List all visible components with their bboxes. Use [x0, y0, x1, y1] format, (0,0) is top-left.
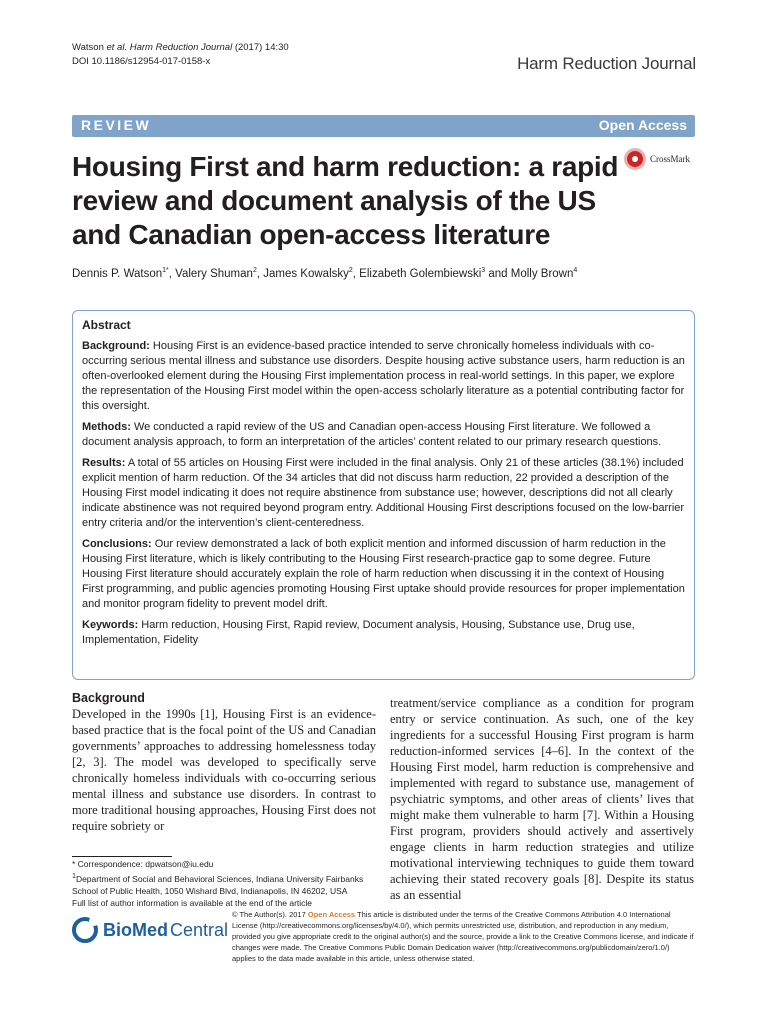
abstract-keywords: Keywords: Harm reduction, Housing First, Rapid review, Document analysis, Housing, Substance use, Drug use, Implementation, Fidelity: [82, 619, 635, 646]
biomed-central-logo: [72, 917, 228, 943]
author-info-note: Full list of author information is available at the end of the article: [72, 897, 313, 908]
body-paragraph: Developed in the 1990s [1], Housing First is an evidence-based practice that is the focal point of the US and Canadian governments’ approaches to addressing homelessness today [2, 3]. The model was developed to specifically serve chronically homeless individuals with co-occurring serious mental illness and substance use disorders. In contrast to more traditional housing approaches, Housing First does not require sobriety or: [72, 707, 376, 833]
author-name[interactable]: Elizabeth Golembiewski: [359, 267, 482, 280]
author-list: Dennis P. Watson$^{1*}$, Valery Shuman$^2$, James Kowalsky$^2$, Elizabeth Golembiewski$^3$ and Molly Brown$^4$: [72, 267, 578, 280]
footnotes: [72, 858, 376, 909]
article-type-label: REVIEW: [81, 117, 152, 133]
author-affiliation: 2: [348, 267, 353, 274]
citation-line: Watson et al. Harm Reduction Journal (2017) 14:30: [72, 42, 289, 53]
author-affiliation: 2: [252, 267, 257, 274]
biomed-wordmark: BioMed: [103, 919, 168, 940]
section-heading: Background: [72, 691, 145, 705]
body-paragraph: treatment/service compliance as a condition for program entry or service continuation. As such, one of the key ingredients for a successful Housing First program is harm reduction-informed services [4–6]. In the context of the Housing First model, harm reduction is comprehensive and implemented with regard to substance use, management of psychiatric symptoms, and other areas of clients’ lives that might make them vulnerable to harm [7]. Within a Housing First program, providers should actively and assertively engage clients in harm reduction strategies and utilize motivational interviewing techniques to guide them toward achieving their stated recovery goals [8]. Despite its status as an essential: [390, 696, 694, 902]
correspondence-note: * Correspondence: dpwatson@iu.edu: [72, 859, 214, 869]
body-column-left: [72, 690, 376, 834]
license-open-access: Open Access: [307, 910, 356, 919]
abstract-methods: Methods: We conducted a rapid review of the US and Canadian open-access Housing First literature. We followed a document analysis approach, to form an interpretation of the articles’ content related to our primary research questions.: [82, 421, 662, 448]
article-type-band: [72, 115, 695, 137]
abstract-heading: Abstract: [82, 318, 131, 332]
author-affiliation: 1*: [162, 267, 169, 274]
abstract-background: Background: Housing First is an evidence-based practice intended to serve chronically homeless individuals with co-occurring serious mental illness and substance use disorders. Despite housing active substance users, harm reduction is an often-overlooked element during the Housing First implementation process in real-world settings. In this paper, we explore the representation of the Housing First model within the open-access scholarly literature as a potential contributing factor for this oversight.: [82, 340, 685, 412]
doi-line[interactable]: DOI 10.1186/s12954-017-0158-x: [72, 56, 211, 67]
author-name[interactable]: Dennis P. Watson: [72, 267, 163, 280]
abstract-results: Results: A total of 55 articles on Housing First were included in the final analysis. Only 21 of these articles (38.1%) included explicit mention of harm reduction. Of the 34 articles that did not discuss harm reduction, 22 provided a description of the Housing First model indicating it does not require abstinence from substance use; however, descriptions did not all clearly indicate abstinence was not required beyond program entry. Additional Housing First descriptions focused on the low-barrier entry criteria and/or the intervention’s client-centeredness.: [82, 457, 685, 529]
license-statement: © The Author(s). 2017 Open Access This article is distributed under the terms of the Creative Commons Attribution 4.0 International License (http://creativecommons.org/licenses/by/4.0/), which permits unrestricted use, distribution, and reproduction in any medium, provided you give appropriate credit to the original author(s) and the source, provide a link to the Creative Commons license, and indicate if changes were made. The Creative Commons Public Domain Dedication waiver (http://creativecommons.org/publicdomain/zero/1.0/) applies to the data made available in this article, unless otherwise stated.: [232, 910, 694, 963]
author-name[interactable]: James Kowalsky: [263, 267, 349, 280]
abstract-conclusions: Conclusions: Our review demonstrated a lack of both explicit mention and informed discussion of harm reduction in the Housing First literature, which is likely contributing to the Housing First research-practice gap to some degree. Future Housing First literature should accurately explain the role of harm reduction when discussing it in the context of Housing First programming, and public agencies promoting Housing First uptake should provide resources for proper implementation and monitor program fidelity to prevent model drift.: [82, 538, 685, 610]
open-access-label: Open Access: [598, 117, 687, 133]
author-name[interactable]: Molly Brown: [510, 267, 574, 280]
affiliation-note: $^1$Department of Social and Behavioral Sciences, Indiana University Fairbanks School of Public Health, 1050 Wishard Blvd, Indianapolis, IN 46202, USA: [72, 872, 364, 896]
central-wordmark: Central: [170, 919, 229, 940]
abstract-box: [72, 310, 695, 680]
footnote-divider: [72, 856, 172, 857]
author-affiliation: 4: [573, 267, 578, 274]
author-affiliation: 3: [481, 267, 486, 274]
body-column-right: [390, 695, 694, 903]
biomed-central-icon: [72, 917, 98, 943]
crossmark-label: CrossMark: [650, 154, 690, 164]
article-title: Housing First and harm reduction: a rapid review and document analysis of the US and Canadian open-access literature: [72, 151, 619, 250]
author-name[interactable]: Valery Shuman: [175, 267, 253, 280]
crossmark-badge[interactable]: [624, 148, 690, 170]
citation-header: [72, 41, 289, 69]
crossmark-icon: [624, 148, 646, 170]
journal-name: Harm Reduction Journal: [517, 54, 696, 73]
